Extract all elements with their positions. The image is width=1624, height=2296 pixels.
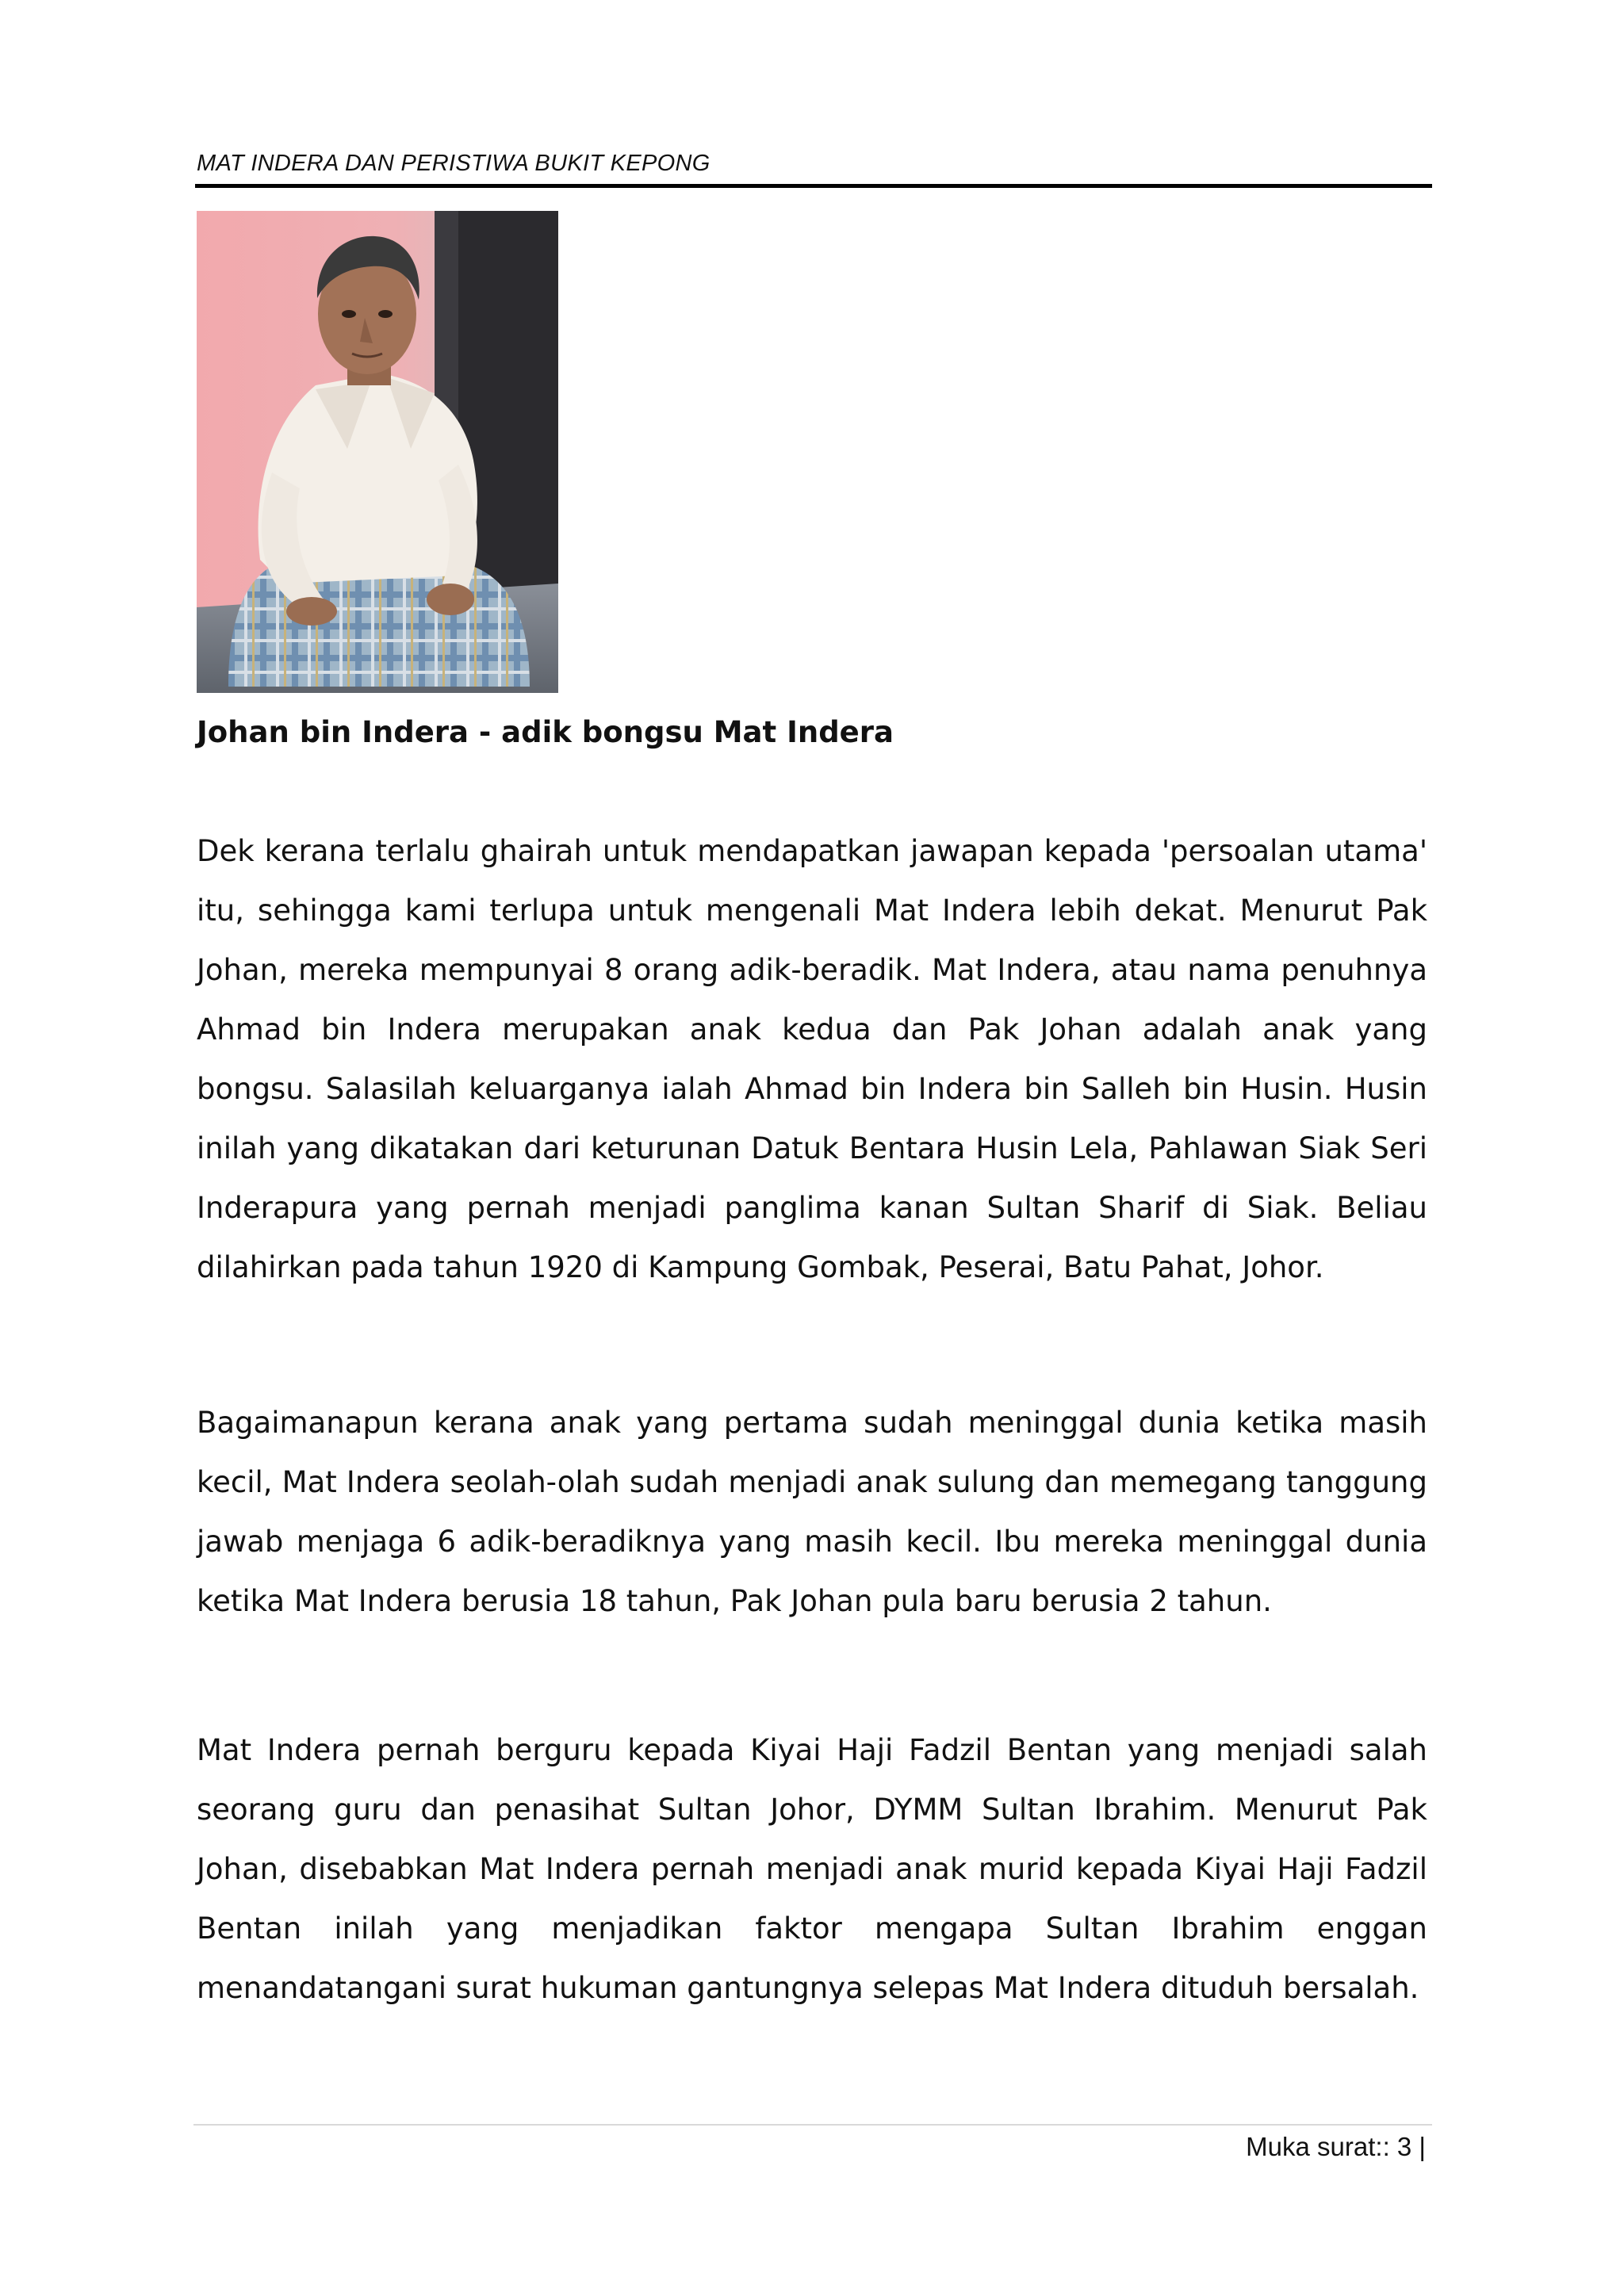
header-rule	[195, 184, 1432, 188]
photo-caption: Johan bin Indera - adik bongsu Mat Indera	[197, 715, 894, 749]
body-paragraph-2: Bagaimanapun kerana anak yang pertama sudah meninggal dunia ketika masih kecil, Mat Indera seolah-olah sudah menjadi anak sulung dan memegang tanggung jawab menjaga 6 adik-beradiknya yang masih kecil. Ibu mereka meninggal dunia ketika Mat Indera berusia 18 tahun, Pak Johan pula baru berusia 2 tahun.	[197, 1406, 1427, 1618]
body-paragraph-1: Dek kerana terlalu ghairah untuk mendapatkan jawapan kepada 'persoalan utama' itu, sehingga kami terlupa untuk mengenali Mat Indera lebih dekat. Menurut Pak Johan, mereka mempunyai 8 orang adik-beradik. Mat Indera, atau nama penuhnya Ahmad bin Indera merupakan anak kedua dan Pak Johan adalah anak yang bongsu. Salasilah keluarganya ialah Ahmad bin Indera bin Salleh bin Husin. Husin inilah yang dikatakan dari keturunan Datuk Bentara Husin Lela, Pahlawan Siak Seri Inderapura yang pernah menjadi panglima kanan Sultan Sharif di Siak. Beliau dilahirkan pada tahun 1920 di Kampung Gombak, Peserai, Batu Pahat, Johor.	[197, 834, 1427, 1284]
portrait-photo	[197, 211, 558, 693]
page-number: Muka surat:: 3 |	[1246, 2132, 1426, 2161]
footer-rule	[193, 2124, 1432, 2126]
page-header-title: MAT INDERA DAN PERISTIWA BUKIT KEPONG	[197, 151, 710, 176]
body-paragraph-3: Mat Indera pernah berguru kepada Kiyai Haji Fadzil Bentan yang menjadi salah seorang guru dan penasihat Sultan Johor, DYMM Sultan Ibrahim. Menurut Pak Johan, disebabkan Mat Indera pernah menjadi anak murid kepada Kiyai Haji Fadzil Bentan inilah yang menjadikan faktor mengapa Sultan Ibrahim enggan menandatangani surat hukuman gantungnya selepas Mat Indera dituduh bersalah.	[197, 1733, 1427, 2005]
